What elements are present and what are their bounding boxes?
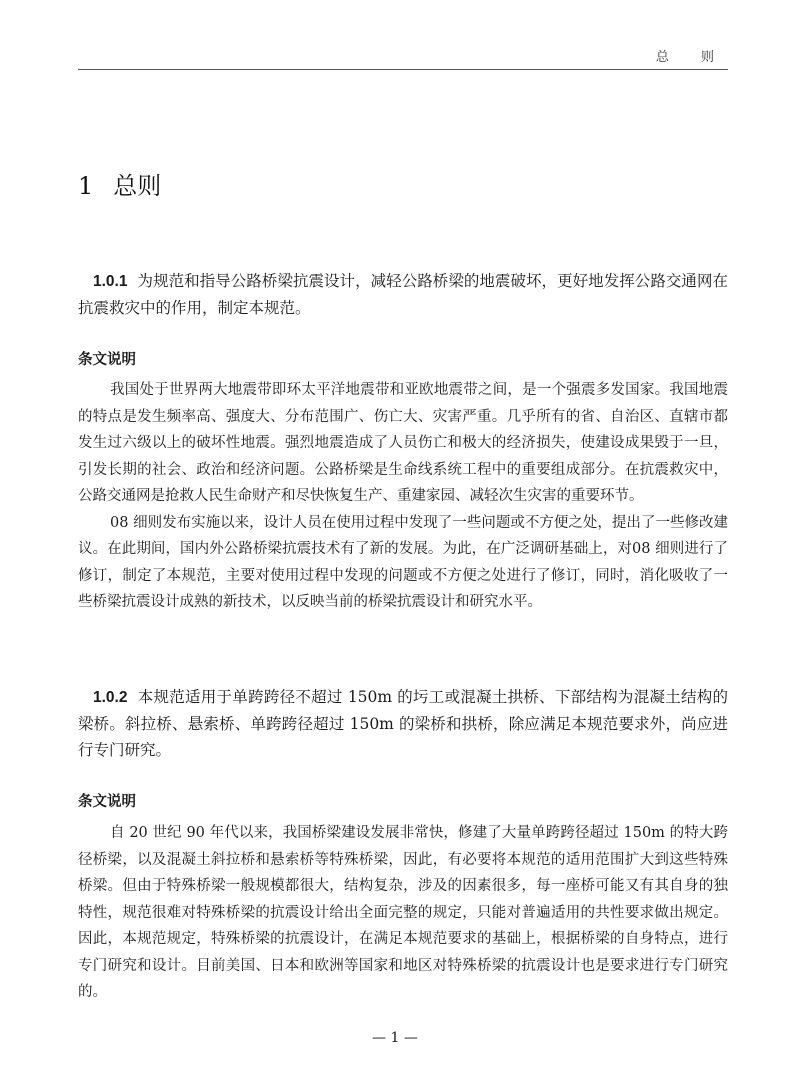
- header-rule: [78, 69, 728, 70]
- note-paragraph: 08 细则发布实施以来，设计人员在使用过程中发现了一些问题或不方便之处，提出了一些修改建议。在此期间，国内外公路桥梁抗震技术有了新的发展。为此，在广泛调研基础上，对08 细则进行了修订，制定了本规范，主要对使用过程中发现的问题或不方便之处进行了修订，同时，消化吸收了一些桥梁抗震设计成熟的新技术，以反映当前的桥梁抗震设计和研究水平。: [78, 514, 728, 610]
- clause-1-0-1: [78, 268, 728, 321]
- running-header: 总 则: [655, 50, 728, 65]
- clause-note-1-0-1: [78, 377, 728, 616]
- clause-text: 为规范和指导公路桥梁抗震设计，减轻公路桥梁的地震破坏，更好地发挥公路交通网在抗震救灾中的作用，制定本规范。: [78, 272, 728, 317]
- chapter-title-text: 总则: [113, 172, 162, 200]
- clause-note-heading: 条文说明: [78, 794, 136, 810]
- chapter-title: [78, 166, 161, 201]
- clause-1-0-2: [78, 684, 728, 763]
- chapter-number: 1: [78, 172, 94, 200]
- clause-note-heading: 条文说明: [78, 352, 136, 368]
- clause-text: 本规范适用于单跨跨径不超过 150m 的圬工或混凝土拱桥、下部结构为混凝土结构的梁桥。斜拉桥、悬索桥、单跨跨径超过 150m 的梁桥和拱桥，除应满足本规范要求外，尚应进行专门研究。: [78, 688, 728, 759]
- clause-number: 1.0.2: [93, 689, 128, 706]
- note-paragraph: 自 20 世纪 90 年代以来，我国桥梁建设发展非常快，修建了大量单跨跨径超过 150m 的特大跨径桥梁，以及混凝土斜拉桥和悬索桥等特殊桥梁，因此，有必要将本规范的适用范围扩大到这些特殊桥梁。但由于特殊桥梁一般规模都很大，结构复杂，涉及的因素很多，每一座桥可能又有其自身的独特性，规范很难对特殊桥梁的抗震设计给出全面完整的规定，只能对普遍适用的共性要求做出规定。因此，本规范规定，特殊桥梁的抗震设计，在满足本规范要求的基础上，根据桥梁的自身特点，进行专门研究和设计。目前美国、日本和欧洲等国家和地区对特殊桥梁的抗震设计也是要求进行专门研究的。: [78, 825, 728, 1000]
- clause-note-1-0-2: [78, 820, 728, 1006]
- note-paragraph: 我国处于世界两大地震带即环太平洋地震带和亚欧地震带之间，是一个强震多发国家。我国地震的特点是发生频率高、强度大、分布范围广、伤亡大、灾害严重。几乎所有的省、自治区、直辖市都发生过六级以上的破坏性地震。强烈地震造成了人员伤亡和极大的经济损失，使建设成果毁于一旦，引发长期的社会、政治和经济问题。公路桥梁是生命线系统工程中的重要组成部分。在抗震救灾中，公路交通网是抢救人民生命财产和尽快恢复生产、重建家园、减轻次生灾害的重要环节。: [78, 382, 728, 504]
- clause-number: 1.0.1: [93, 273, 128, 290]
- page-number: — 1 —: [372, 1030, 418, 1046]
